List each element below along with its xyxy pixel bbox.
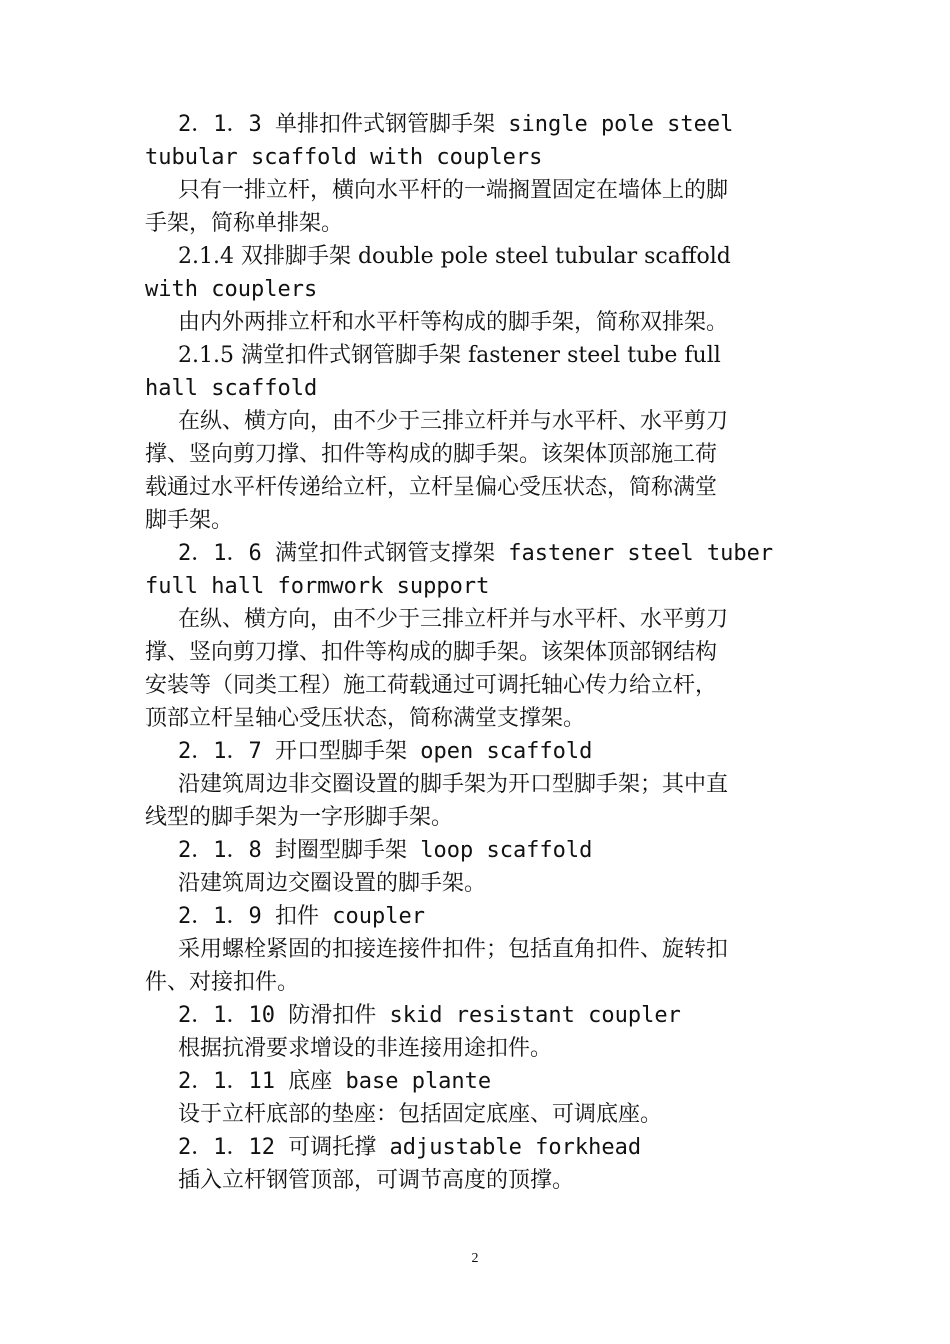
definition-2-1-7: 沿建筑周边非交圈设置的脚手架为开口型脚手架；其中直 — [178, 772, 729, 797]
section-heading-2-1-3-cont: tubular scaffold with couplers — [145, 145, 543, 170]
section-heading-2-1-7: 2．1．7 开口型脚手架 open scaffold — [178, 739, 593, 764]
definition-2-1-11: 设于立杆底部的垫座：包括固定底座、可调底座。 — [178, 1102, 663, 1127]
definition-2-1-4: 由内外两排立杆和水平杆等构成的脚手架，简称双排架。 — [178, 310, 729, 335]
section-heading-2-1-3: 2．1．3 单排扣件式钢管脚手架 single pole steel — [178, 112, 734, 137]
section-heading-2-1-6: 2．1．6 满堂扣件式钢管支撑架 fastener steel tuber — [178, 541, 774, 566]
section-heading-2-1-5: 2.1.5 满堂扣件式钢管脚手架 fastener steel tube full — [178, 343, 721, 368]
definition-2-1-9: 采用螺栓紧固的扣接连接件扣件；包括直角扣件、旋转扣 — [178, 937, 729, 962]
definition-2-1-5-line-4: 脚手架。 — [145, 508, 234, 533]
definition-2-1-6-line-3: 安装等（同类工程）施工荷载通过可调托轴心传力给立杆， — [145, 673, 718, 698]
definition-2-1-3-cont: 手架，简称单排架。 — [145, 211, 344, 236]
definition-2-1-5-line-3: 载通过水平杆传递给立杆，立杆呈偏心受压状态，简称满堂 — [145, 475, 718, 500]
definition-2-1-5: 在纵、横方向，由不少于三排立杆并与水平杆、水平剪刀 — [178, 409, 729, 434]
definition-2-1-6: 在纵、横方向，由不少于三排立杆并与水平杆、水平剪刀 — [178, 607, 729, 632]
section-heading-2-1-4-cont: with couplers — [145, 277, 318, 302]
section-heading-2-1-5-cont: hall scaffold — [145, 376, 318, 401]
definition-2-1-6-line-2: 撑、竖向剪刀撑、扣件等构成的脚手架。该架体顶部钢结构 — [145, 640, 718, 665]
section-heading-2-1-9: 2．1．9 扣件 coupler — [178, 904, 425, 929]
definition-2-1-12: 插入立杆钢管顶部，可调节高度的顶撑。 — [178, 1168, 575, 1193]
section-heading-2-1-10: 2．1．10 防滑扣件 skid resistant coupler — [178, 1003, 681, 1028]
definition-2-1-10: 根据抗滑要求增设的非连接用途扣件。 — [178, 1036, 553, 1061]
page-number: 2 — [471, 1251, 479, 1266]
definition-2-1-8: 沿建筑周边交圈设置的脚手架。 — [178, 871, 487, 896]
definition-2-1-7-cont: 线型的脚手架为一字形脚手架。 — [145, 805, 454, 830]
section-heading-2-1-11: 2．1．11 底座 base plante — [178, 1069, 492, 1094]
section-heading-2-1-6-cont: full hall formwork support — [145, 574, 490, 599]
section-heading-2-1-8: 2．1．8 封圈型脚手架 loop scaffold — [178, 838, 593, 863]
document-body — [145, 108, 807, 1197]
definition-2-1-3: 只有一排立杆，横向水平杆的一端搁置固定在墙体上的脚 — [178, 178, 729, 203]
definition-2-1-9-cont: 件、对接扣件。 — [145, 970, 300, 995]
section-heading-2-1-12: 2．1．12 可调托撑 adjustable forkhead — [178, 1135, 642, 1160]
section-heading-2-1-4: 2.1.4 双排脚手架 double pole steel tubular scaffold — [178, 244, 731, 269]
definition-2-1-5-line-2: 撑、竖向剪刀撑、扣件等构成的脚手架。该架体顶部施工荷 — [145, 442, 718, 467]
definition-2-1-6-line-4: 顶部立杆呈轴心受压状态，简称满堂支撑架。 — [145, 706, 586, 731]
